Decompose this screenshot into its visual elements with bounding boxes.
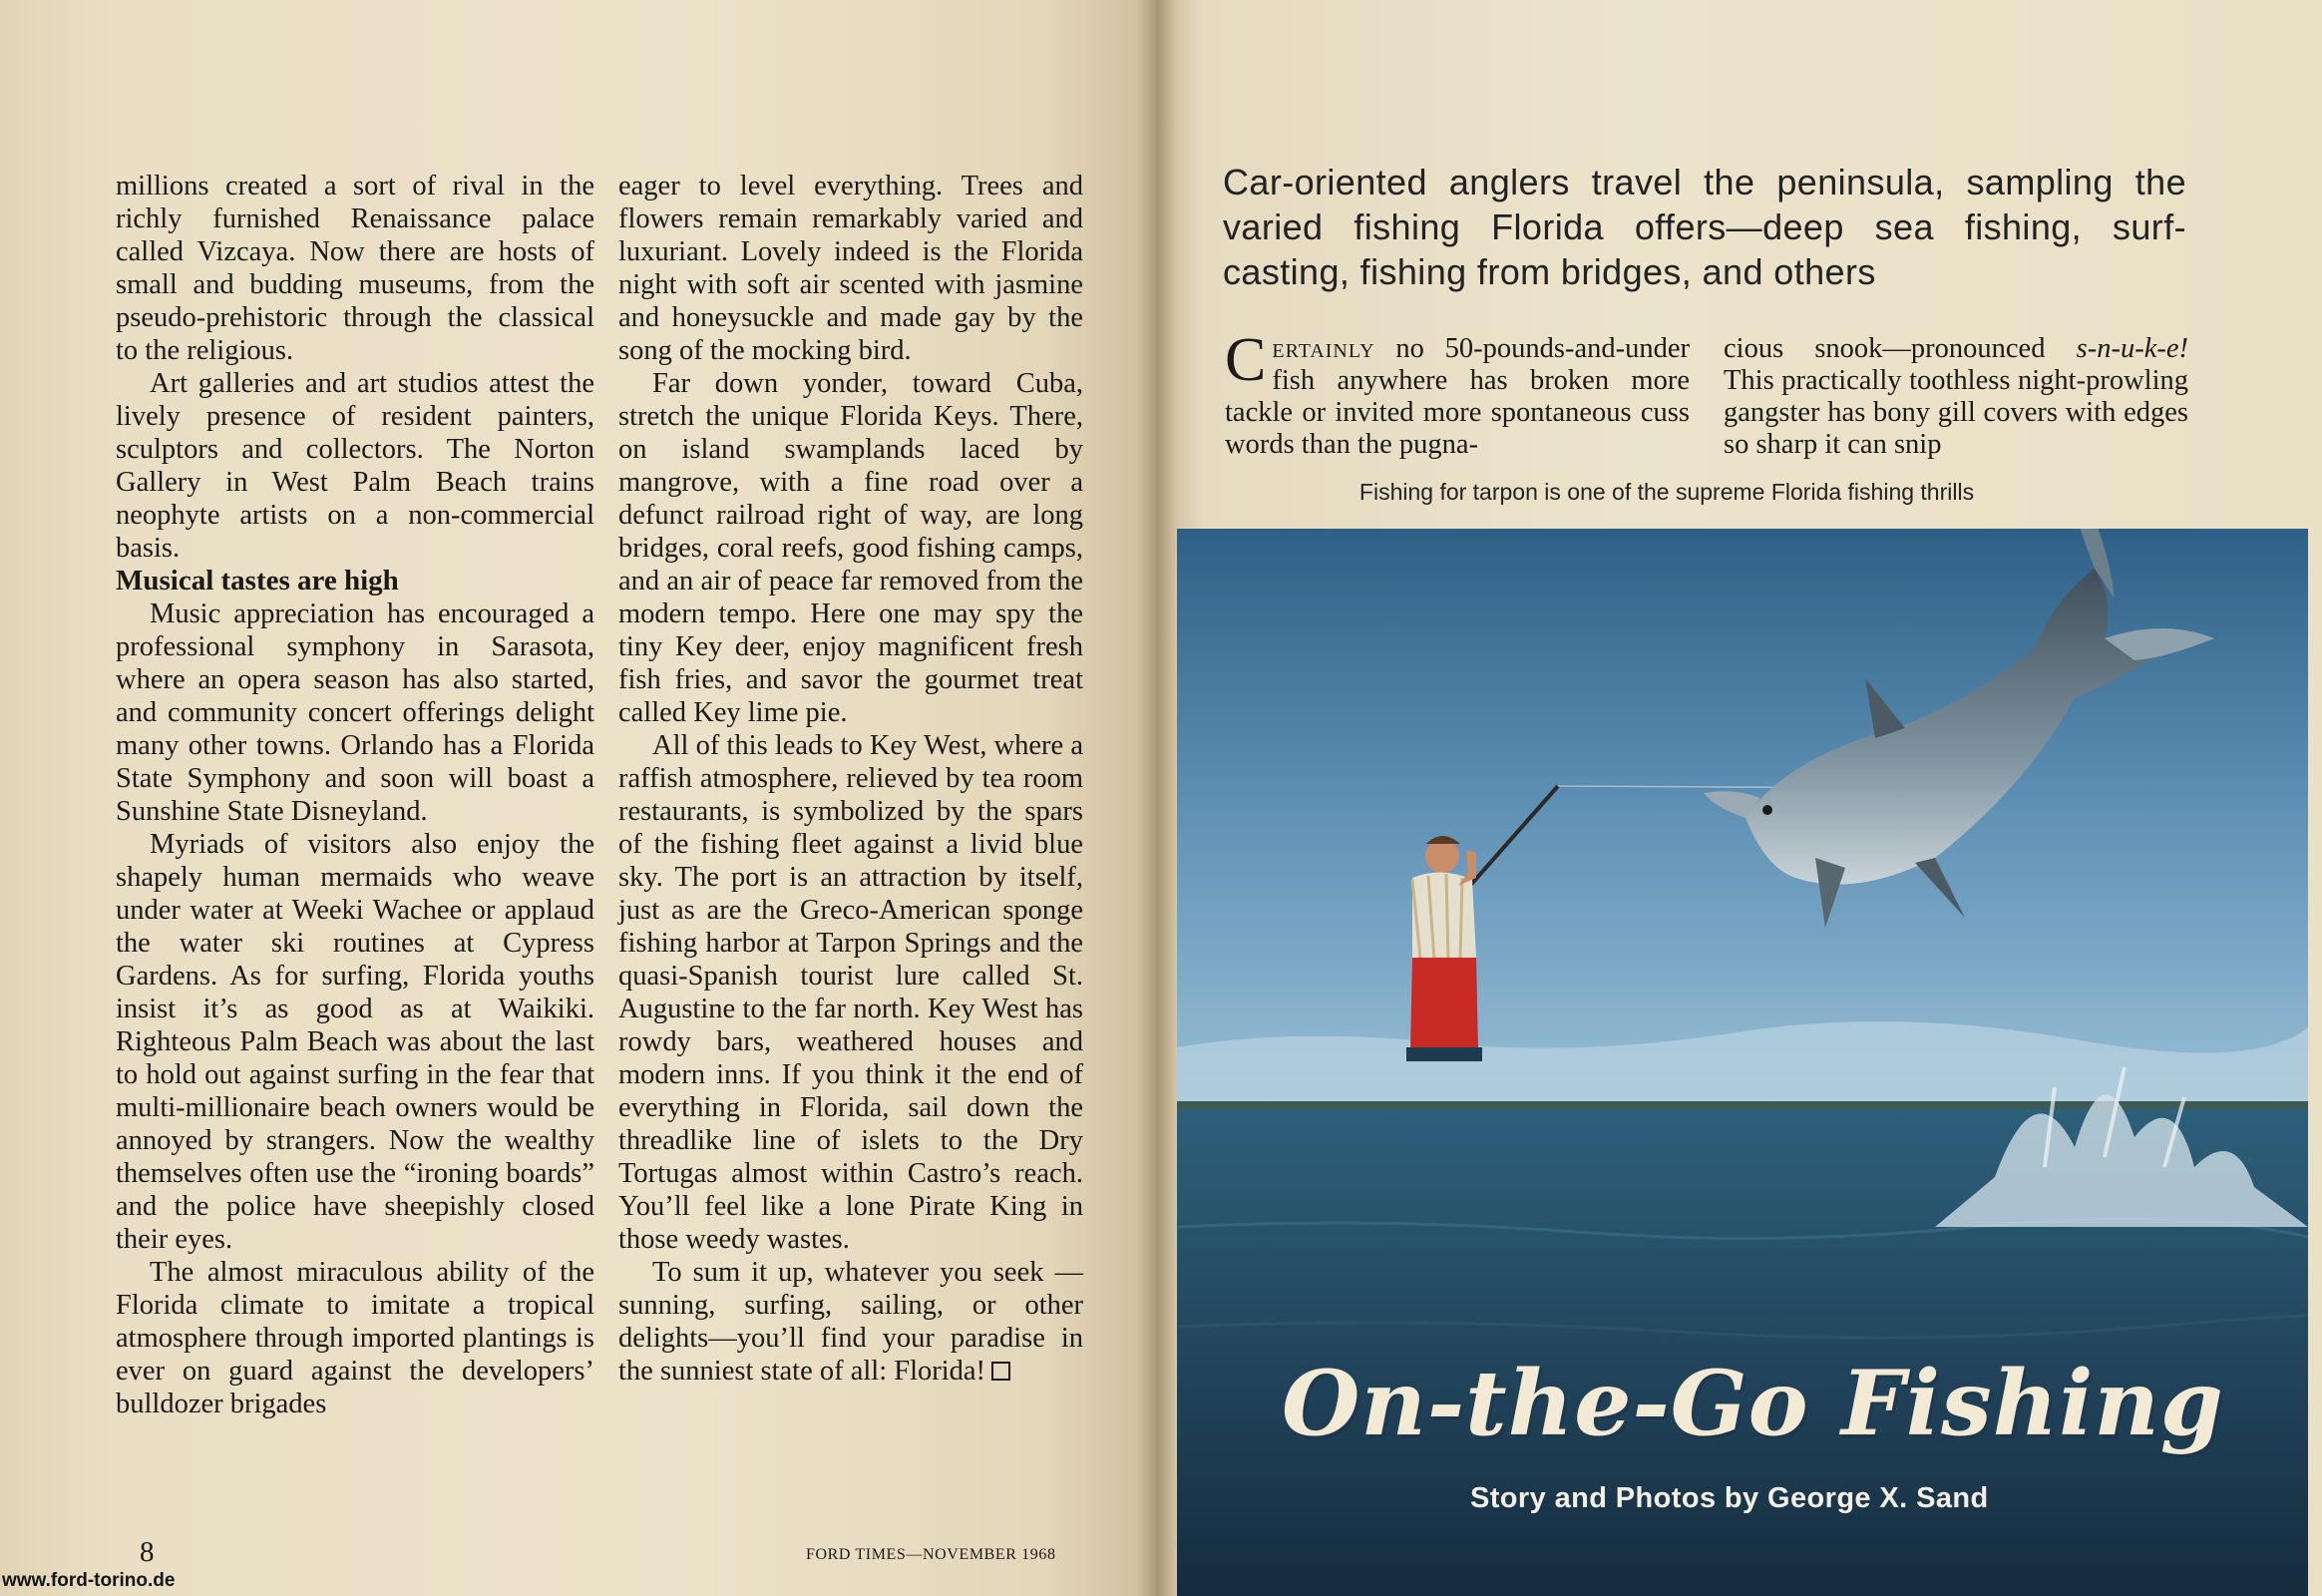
paragraph-final <box>618 1256 1083 1388</box>
photo-caption: Fishing for tarpon is one of the supreme Florida fishing thrills <box>1358 479 1975 505</box>
page-number: 8 <box>140 1536 155 1568</box>
left-column-1 <box>116 170 594 1420</box>
paragraph: All of this leads to Key West, where a raffish atmosphere, relieved by tea room restaurants, is symbolized by the spars of the fishing fleet against a livid blue sky. The port is an attraction by itself, just as are the Greco-American sponge fishing harbor at Tarpon Springs and the quasi-Spanish tourist lure called St. Augustine to the far north. Key West has rowdy bars, weathered houses and modern inns. If you think it the end of everything in Florida, sail down the threadlike line of islets to the Dry Tortugas almost within Castro’s reach. You’ll feel like a lone Pirate King in those weedy wastes. <box>618 730 1083 1255</box>
lead-word: ertainly <box>1272 333 1375 364</box>
intro-text: no 50-pounds-and-under fish anywhere has broken more tackle or invited more spontaneous cuss words than the pugna- <box>1225 333 1690 460</box>
binding-gutter <box>1137 0 1177 1596</box>
paragraph: eager to level everything. Trees and flowers remain remarkably varied and luxuriant. Lovely indeed is the Florida night with soft air scented with jasmine and honeysuckle and made gay by the song of the mocking bird. <box>618 171 1083 366</box>
paragraph: Myriads of visitors also enjoy the shapely human mermaids who weave under water at Weeki Wachee or applaud the water ski routines at Cypress Gardens. As for surfing, Florida youths insist it’s as good as at Waikiki. Righteous Palm Beach was about the last to hold out against surfing in the fear that multi-millionaire beach owners would be annoyed by strangers. Now the wealthy themselves often use the “ironing boards” and the police have sheepishly closed their eyes. <box>116 829 594 1255</box>
article-deck: Car-oriented anglers travel the peninsula, sampling the varied fishing Florida offers—deep sea fishing, surf-casting, fishing from bridges, and others <box>1223 162 2186 292</box>
intro-text: cious snook—pronounced <box>1724 333 2077 364</box>
intro-column-2 <box>1724 333 2188 461</box>
article-byline: Story and Photos by George X. Sand <box>1470 1482 1989 1514</box>
paragraph: Far down yonder, toward Cuba, stretch the unique Florida Keys. There, on island swamplands laced by mangrove, with a fine road over a defunct railroad right of way, are long bridges, coral reefs, good fishing camps, and an air of peace far removed from the modern tempo. Here one may spy the tiny Key deer, enjoy magnificent fresh fish fries, and savor the gourmet treat called Key lime pie. <box>618 368 1083 728</box>
intro-text-continued: This practically toothless night-prowling gangster has bony gill covers with edges so sharp it can snip <box>1724 365 2188 460</box>
left-page <box>0 0 1157 1596</box>
watermark: www.ford-torino.de <box>2 1570 176 1591</box>
left-column-2 <box>618 170 1083 1388</box>
paragraph: millions created a sort of rival in the richly furnished Renaissance palace called Vizcaya. Now there are hosts of small and budding museums, from the pseudo-prehistoric through the classical to the religious. <box>116 171 594 366</box>
article-headline: On-the-Go Fishing <box>1282 1351 2224 1456</box>
paragraph-text: To sum it up, whatever you seek —sunning, surfing, sailing, or other delights—you’ll find your paradise in the sunniest state of all: Florida! <box>618 1257 1083 1387</box>
pronunciation: s-n-u-k-e! <box>2076 333 2188 364</box>
section-subhead: Musical tastes are high <box>116 565 399 597</box>
paragraph: Art galleries and art studios attest the lively presence of resident painters, sculptors and collectors. The Norton Gallery in West Palm Beach trains neophyte artists on a non-commercial basis. <box>116 368 594 564</box>
tarpon-fishing-photo <box>1177 529 2308 1596</box>
paragraph: The almost miraculous ability of the Florida climate to imitate a tropical atmosphere through imported plantings is ever on guard against the developers’ bulldozer brigades <box>116 1257 594 1419</box>
drop-cap: C <box>1225 326 1267 394</box>
running-footer: FORD TIMES—NOVEMBER 1968 <box>806 1546 1056 1563</box>
intro-column-1 <box>1225 326 1690 461</box>
paragraph: Music appreciation has encouraged a professional symphony in Sarasota, where an opera season has also started, and community concert offerings delight many other towns. Orlando has a Florida State Symphony and soon will boast a Sunshine State Disneyland. <box>116 598 594 827</box>
end-mark-icon <box>991 1362 1010 1381</box>
